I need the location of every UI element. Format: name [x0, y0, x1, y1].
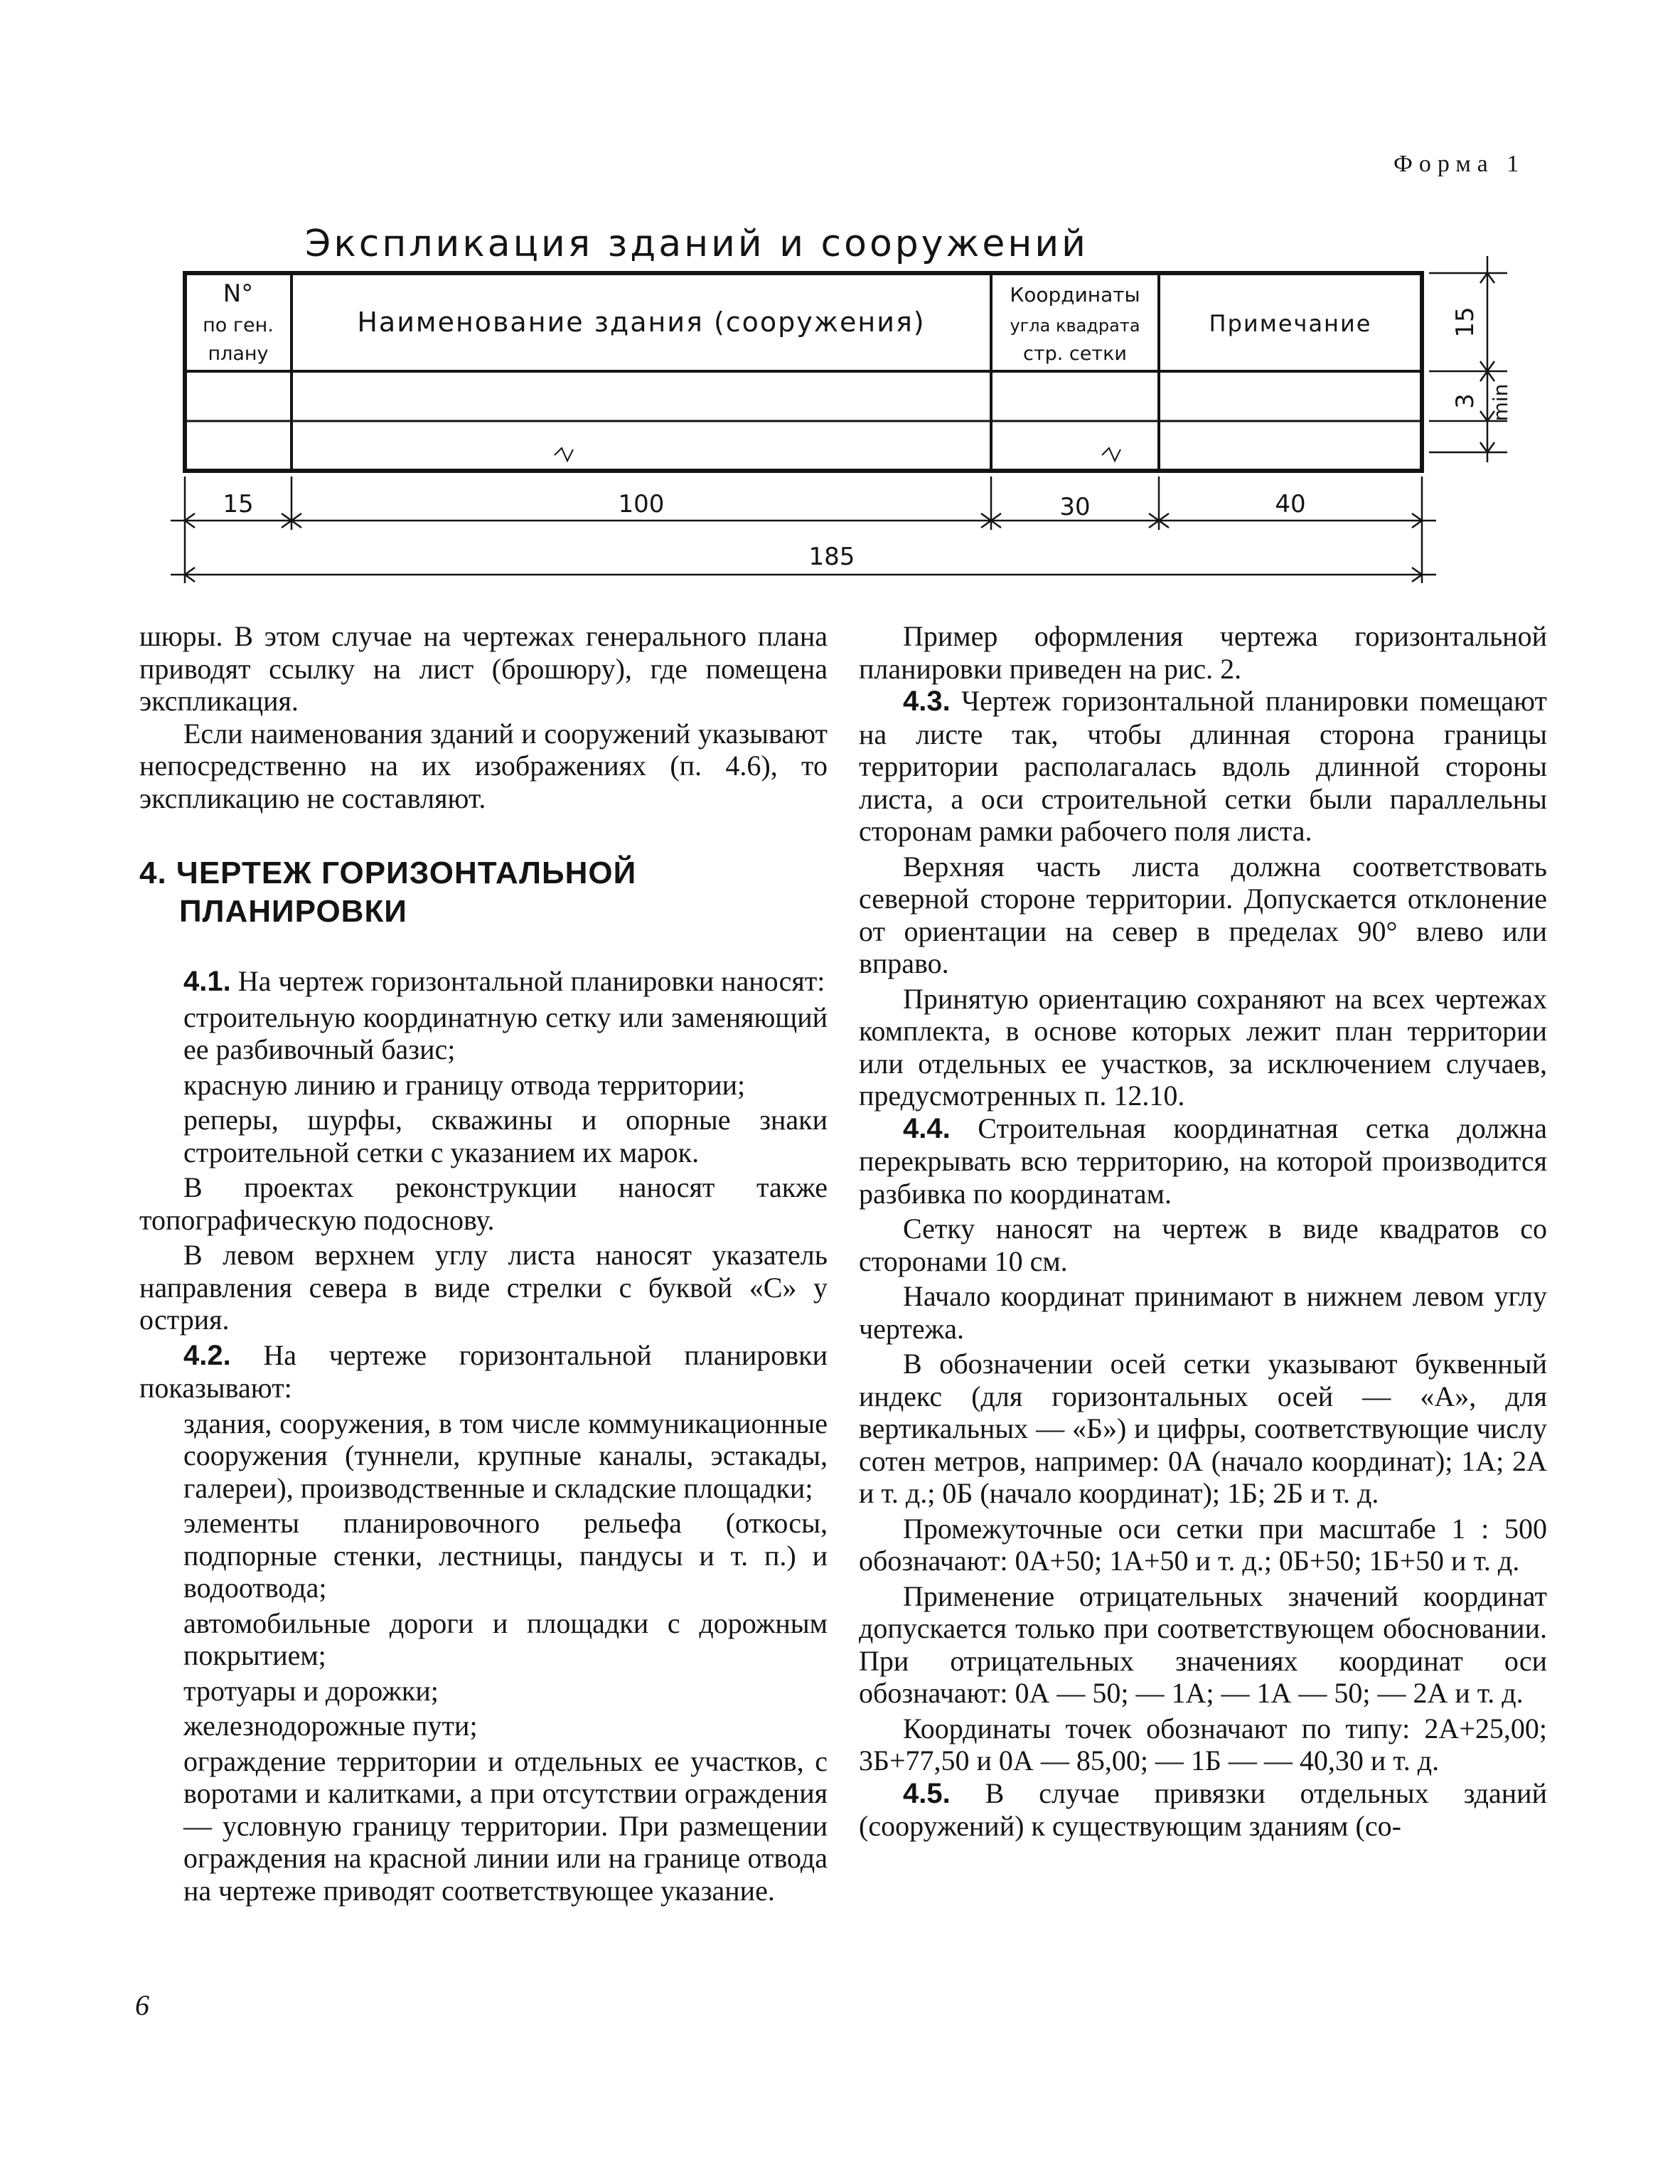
clause-4-5 — [859, 1777, 1547, 1843]
header-number-line2: по ген. — [203, 314, 274, 336]
paragraph-north-arrow: В левом верхнем углу листа наносят указатель направления севера в виде стрелки с буквой «С» у острия. — [139, 1239, 828, 1336]
figure-title: Экспликация зданий и сооружений — [305, 223, 1088, 265]
dimension-total: 185 — [808, 543, 855, 571]
clause-4-2-text: На чертеже горизонтальной планировки показывают: — [139, 1338, 828, 1404]
dimension-row-height-note: min — [1489, 383, 1512, 422]
clause-4-4-text: Строительная координатная сетка должна перекрывать всю территорию, на которой производится разбивка по координатам. — [859, 1112, 1547, 1210]
left-column — [139, 620, 828, 1907]
list-item: красную линию и границу отвода территории; — [183, 1068, 746, 1101]
list-item: железнодорожные пути; — [183, 1710, 478, 1742]
paragraph-north-side: Верхняя часть листа должна соответствовать северной стороне территории. Допускается отклонение от ориентации на север в пределах 90° влево или вправо. — [859, 850, 1547, 979]
page-number: 6 — [135, 1989, 149, 2021]
header-number-line1: N° — [223, 279, 254, 308]
paragraph-orientation: Принятую ориентацию сохраняют на всех чертежах комплекта, в основе которых лежит план территории или отдельных ее участков, за исключением случаев, предусмотренных п. 12.10. — [859, 982, 1547, 1112]
list-item: реперы, шурфы, скважины и опорные знаки строительной сетки с указанием их марок. — [183, 1104, 828, 1168]
list-item: элементы планировочного рельефа (откосы, подпорные стенки, лестницы, пандусы и т. п.) и водоотвода; — [183, 1507, 828, 1604]
clause-4-3-text: Чертеж горизонтальной планировки помещают на листе так, чтобы длинная сторона границы территории располагалась вдоль длинной стороны листа, а оси строительной сетки были параллельны сторонам рамки рабочего поля листа. — [859, 685, 1547, 847]
table-frame — [185, 273, 1422, 471]
section-title-line2: ПЛАНИРОВКИ — [179, 894, 407, 929]
header-number-line3: плану — [208, 343, 269, 365]
explication-table-figure — [156, 213, 1550, 597]
dimension-row-height: 3 — [1451, 393, 1480, 409]
list-item: автомобильные дороги и площадки с дорожным покрытием; — [183, 1607, 828, 1671]
clause-4-5-number: 4.5. — [903, 1777, 951, 1809]
paragraph-intermediate-axes: Промежуточные оси сетки при масштабе 1 : 500 обозначают: 0А+50; 1А+50 и т. д.; 0Б+50; 1Б+50 и т. д. — [859, 1512, 1547, 1577]
clause-4-4-number: 4.4. — [903, 1112, 951, 1144]
list-item: тротуары и дорожки; — [183, 1674, 439, 1707]
horizontal-dimensions — [171, 476, 1436, 583]
clause-4-1-number: 4.1. — [183, 966, 231, 997]
dimension-header-height: 15 — [1451, 307, 1480, 338]
paragraph-reconstruction: В проектах реконструкции наносят также топографическую подоснову. — [139, 1171, 828, 1236]
clause-4-2 — [139, 1339, 828, 1405]
clause-4-2-number: 4.2. — [183, 1339, 231, 1371]
list-item: ограждение территории и отдельных ее участков, с воротами и калитками, а при отсутствии ограждения — условную границу территории. При размещении ограждения на красной линии или на границе отвода на чертеже приводят соответствующее указание. — [183, 1744, 828, 1907]
clause-4-1 — [139, 965, 828, 998]
header-coords-line1: Координаты — [1010, 283, 1140, 307]
dimension-col2: 100 — [618, 490, 665, 518]
section-title — [139, 854, 828, 931]
header-note: Примечание — [1209, 310, 1372, 337]
list-item: здания, сооружения, в том числе коммуникационные сооружения (туннели, крупные каналы, эстакады, галереи), производственные и складские площадки; — [183, 1407, 828, 1504]
paragraph-names-on-images: Если наименования зданий и сооружений указывают непосредственно на их изображениях (п. 4.6), то экспликацию не составляют. — [139, 717, 828, 814]
right-column — [859, 620, 1547, 1843]
paragraph-axes: В обозначении осей сетки указывают буквенный индекс (для горизонтальных осей — «А», для вертикальных — «Б») и цифры, соответствующие числу сотен метров, например: 0А (начало координат); 1А; 2А и т. д.; 0Б (начало координат); 1Б; 2Б и т. д. — [859, 1348, 1547, 1509]
explication-drawing — [156, 213, 1550, 597]
paragraph-origin: Начало координат принимают в нижнем левом углу чертежа. — [859, 1280, 1547, 1345]
form-label: Форма 1 — [1393, 151, 1526, 177]
clause-4-3 — [859, 685, 1547, 848]
paragraph-negative-values: Применение отрицательных значений координат допускается только при соответствующем обосновании. При отрицательных значениях координат оси обозначают: 0А — 50; — 1А; — 1А — 50; — 2А и т. д. — [859, 1580, 1547, 1709]
clause-4-4 — [859, 1112, 1547, 1210]
section-title-line1: 4. ЧЕРТЕЖ ГОРИЗОНТАЛЬНОЙ — [139, 856, 637, 890]
header-coords-line2: угла квадрата — [1010, 316, 1140, 336]
clause-4-3-number: 4.3. — [903, 686, 951, 717]
vertical-dimension — [1429, 256, 1507, 462]
dimension-col1: 15 — [223, 490, 254, 518]
clause-4-5-text: В случае привязки отдельных зданий (сооружений) к существующим зданиям (со- — [859, 1777, 1547, 1842]
header-coords-line3: стр. сетки — [1023, 343, 1127, 365]
dimension-col3: 30 — [1059, 493, 1091, 521]
paragraph-point-coordinates: Координаты точек обозначают по типу: 2А+25,00; 3Б+77,50 и 0А — 85,00; — 1Б — — 40,30 и т. д. — [859, 1712, 1547, 1777]
paragraph-example-ref: Пример оформления чертежа горизонтальной планировки приведен на рис. 2. — [859, 620, 1547, 685]
dimension-col4: 40 — [1275, 490, 1306, 518]
paragraph-continuation: шюры. В этом случае на чертежах генерального плана приводят ссылку на лист (брошюру), где помещена экспликация. — [139, 620, 828, 717]
list-item: строительную координатную сетку или заменяющий ее разбивочный базис; — [183, 1001, 828, 1065]
paragraph-grid-squares: Сетку наносят на чертеж в виде квадратов со сторонами 10 см. — [859, 1213, 1547, 1277]
header-name: Наименование здания (сооружения) — [357, 307, 926, 338]
clause-4-1-text: На чертеж горизонтальной планировки наносят: — [230, 965, 825, 997]
